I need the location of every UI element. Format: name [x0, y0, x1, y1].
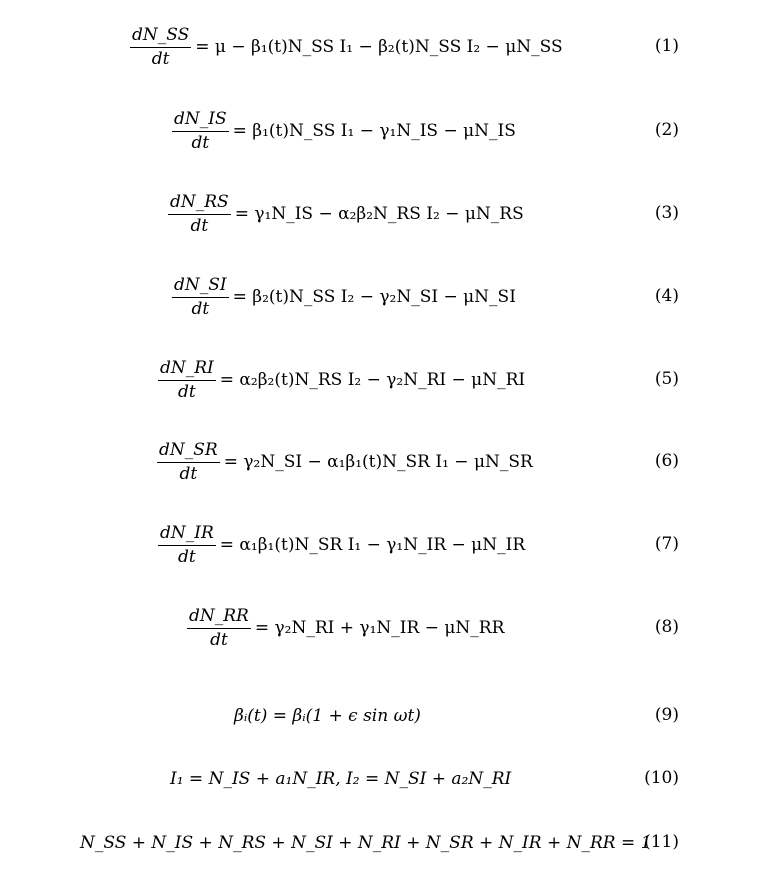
equation-3-denominator: dt	[190, 216, 209, 236]
equation-7-number: (7)	[654, 534, 679, 554]
equation-4-fraction	[172, 275, 229, 319]
equation-1-denominator: dt	[151, 49, 170, 69]
equation-3-fraction	[168, 192, 231, 236]
equation-7-numerator: dN_IR	[158, 523, 216, 546]
equation-6-fraction	[157, 440, 220, 484]
equation-7	[0, 520, 767, 570]
equation-1	[0, 22, 767, 72]
equation-11-expression	[80, 829, 651, 857]
equation-10-text: I₁ = N_IS + a₁N_IR, I₂ = N_SI + a₂N_RI	[170, 769, 512, 789]
equation-4	[0, 272, 767, 322]
equation-8-numerator: dN_RR	[187, 606, 251, 629]
equation-6	[0, 437, 767, 487]
equation-3-rhs: = γ₁N_IS − α₂β₂N_RS I₂ − μN_RS	[234, 204, 524, 224]
equation-8-number: (8)	[654, 617, 679, 637]
equation-5-expression	[158, 355, 525, 405]
equation-9	[0, 702, 767, 730]
equation-5-rhs: = α₂β₂(t)N_RS I₂ − γ₂N_RI − μN_RI	[219, 370, 526, 390]
equation-3-number: (3)	[654, 203, 679, 223]
equation-4-denominator: dt	[191, 299, 210, 319]
equation-4-expression	[172, 272, 516, 322]
equation-7-denominator: dt	[178, 547, 196, 567]
equation-3	[0, 189, 767, 239]
equation-9-expression	[234, 702, 421, 730]
equation-2-rhs: = β₁(t)N_SS I₁ − γ₁N_IS − μN_IS	[232, 121, 516, 141]
equation-5-number: (5)	[654, 369, 679, 389]
equation-8-expression	[187, 603, 504, 653]
equation-4-number: (4)	[654, 286, 679, 306]
equation-9-number: (9)	[654, 705, 679, 725]
equation-9-text: βᵢ(t) = βᵢ(1 + ϵ sin ωt)	[234, 706, 421, 726]
equation-6-numerator: dN_SR	[157, 440, 220, 463]
equation-5-denominator: dt	[178, 382, 196, 402]
equation-2	[0, 106, 767, 156]
equation-4-rhs: = β₂(t)N_SS I₂ − γ₂N_SI − μN_SI	[232, 287, 516, 307]
equation-1-rhs: = μ − β₁(t)N_SS I₁ − β₂(t)N_SS I₂ − μN_SS	[195, 37, 563, 57]
equation-1-expression	[130, 22, 563, 72]
equation-8	[0, 603, 767, 653]
equation-8-fraction	[187, 606, 251, 650]
equation-7-fraction	[158, 523, 216, 567]
equation-4-numerator: dN_SI	[172, 275, 229, 298]
equation-8-rhs: = γ₂N_RI + γ₁N_IR − μN_RR	[254, 618, 505, 638]
equation-10-expression	[170, 765, 511, 793]
equation-5	[0, 355, 767, 405]
equation-10-number: (10)	[644, 768, 679, 788]
equation-1-fraction	[130, 25, 191, 69]
equation-2-fraction	[172, 109, 229, 153]
equation-7-rhs: = α₁β₁(t)N_SR I₁ − γ₁N_IR − μN_IR	[219, 535, 526, 555]
equation-6-denominator: dt	[179, 464, 198, 484]
equation-10	[0, 765, 767, 793]
equation-2-number: (2)	[654, 120, 679, 140]
equation-1-number: (1)	[654, 36, 679, 56]
equation-11-text: N_SS + N_IS + N_RS + N_SI + N_RI + N_SR + N_IR + N_RR = 1	[80, 833, 652, 853]
equation-7-expression	[158, 520, 525, 570]
equation-5-fraction	[158, 358, 216, 402]
equation-6-rhs: = γ₂N_SI − α₁β₁(t)N_SR I₁ − μN_SR	[223, 452, 533, 472]
equation-11	[0, 829, 767, 857]
equation-11-number: (11)	[644, 832, 679, 852]
equation-6-number: (6)	[654, 451, 679, 471]
equation-2-expression	[172, 106, 516, 156]
equation-3-expression	[168, 189, 524, 239]
equation-8-denominator: dt	[210, 630, 228, 650]
equation-2-numerator: dN_IS	[172, 109, 229, 132]
equation-5-numerator: dN_RI	[158, 358, 216, 381]
equation-6-expression	[157, 437, 533, 487]
equation-3-numerator: dN_RS	[168, 192, 231, 215]
equation-2-denominator: dt	[191, 133, 210, 153]
equation-1-numerator: dN_SS	[130, 25, 191, 48]
